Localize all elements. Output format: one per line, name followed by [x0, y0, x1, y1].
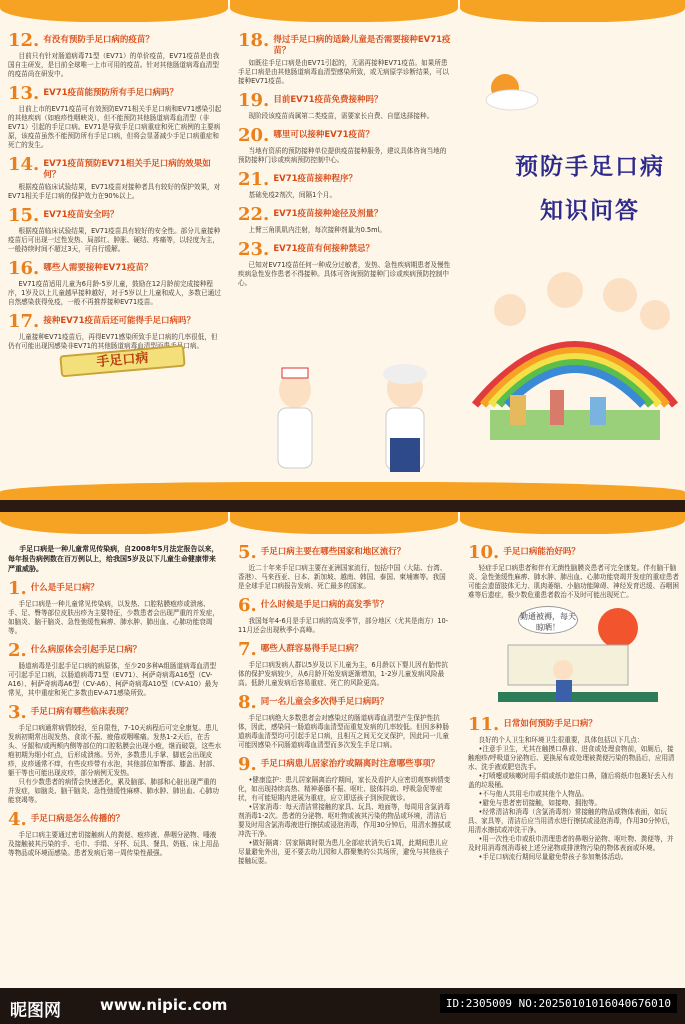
question-heading: [468, 544, 679, 562]
question-text: 哪些人需要接种EV71疫苗？: [43, 263, 153, 273]
answer-paragraph: 手足口病通常病情较轻，至自限性，7-10天病程后可完全康复。患儿发病初期常出现发热、食欲不振、疲倦或咽喉痛。发热1-2天后，在舌头、牙龈和/或两颊内侧等部位的口腔粘膜会出现小疱，继而破裂，这些水疱初期为细小红点，后形成溃疡。另外，多数患儿手掌、脚底会出现皮疹，皮疹通常不痒，有些皮疹带有水泡，其他部位如臀部、膝盖、肘部、躯干等也可能出现皮疹，部分病例无发热。: [8, 724, 222, 777]
question-heading: [238, 206, 452, 224]
question-heading: [8, 32, 222, 50]
question-number: 4.: [8, 809, 27, 830]
answer-paragraph: 根据疫苗临床试验结果，EV71疫苗对接种者具有较好的保护效果，对EV71相关手足口病的保护效力在90%以上。: [8, 183, 221, 200]
question-text: EV71疫苗有何接种禁忌？: [273, 244, 375, 254]
sun-icon: [470, 60, 540, 115]
question-heading: [238, 92, 452, 110]
question-number: 1.: [8, 578, 27, 599]
question-number: 14.: [8, 154, 40, 175]
question-heading: [8, 704, 222, 722]
question-heading: [238, 694, 452, 712]
cover-title-line1: 预防手足口病: [515, 153, 665, 180]
panel-qa-10-11: [460, 512, 685, 988]
answer-paragraph: 我国每年4-6月是手足口病的高发季节，部分地区（尤其是南方）10-11月还会出现秋季小高峰。: [238, 617, 449, 634]
question-text: 手足口病能治好吗？: [503, 547, 580, 557]
question-number: 22.: [238, 204, 270, 225]
question-text: 有没有预防手足口病的疫苗？: [43, 35, 154, 45]
question-number: 12.: [8, 30, 40, 51]
question-number: 15.: [8, 205, 40, 226]
answer-paragraph: 手足口病发病人群以5岁及以下儿童为主，6月龄以下婴儿因有胎传抗体的保护发病较少，从6月龄开始发病逐渐增加，1-2岁儿童发病风险最高。低龄儿童发病后容易重症、死亡的风险更高。: [238, 661, 449, 687]
answer-paragraph: 根据疫苗临床试验结果，EV71疫苗具有较好的安全性。部分儿童接种疫苗后可出现一过性发热、局部红、肿胀、硬结、疼痛等，以轻度为主，一般持续时间不超过3天，可自行缓解。: [8, 227, 221, 253]
question-heading: [8, 207, 222, 225]
question-heading: [8, 85, 222, 103]
question-text: EV71疫苗预防EV71相关手足口病的效果如何？: [43, 159, 211, 180]
answer-paragraph: •经常清洁和消毒（含氯消毒剂）常接触的物品或物体表面，如玩具、家具等，清洁后应当用清水进行擦拭或浸泡消毒，作用30分钟后，用清水擦拭或冲洗干净。: [468, 808, 675, 834]
answer-paragraph: 手足口病绝大多数患者会对感染过的肠道病毒血清型产生保护性抗体，因此，感染同一肠道病毒血清型而重复发病的几率较低。但因多种肠道病毒血清型均可引起手足口病，且相互之间无交叉保护，因此同一儿童可能因感染不同肠道病毒血清型而多次发生手足口病。: [238, 714, 449, 749]
answer-paragraph: •注意手卫生，尤其在触摸口鼻前、进食或处理食物前，如厕后，接触疱疹/呼吸道分泌物后、更换尿布或处理被粪便污染的物品后，应用清水、洗手液或肥皂洗手。: [468, 745, 675, 771]
watermark-brand: 昵图网: [10, 1001, 61, 1021]
question-number: 10.: [468, 542, 500, 563]
question-text: EV71疫苗接种途径及剂量？: [273, 209, 383, 219]
question-heading: [238, 127, 452, 145]
panel-qa-12-17: [0, 0, 228, 500]
question-number: 11.: [468, 714, 500, 735]
question-heading: [238, 756, 452, 774]
question-text: 得过手足口病的适龄儿童是否需要接种EV71疫苗？: [273, 35, 451, 56]
disease-name-sign: 手足口病: [59, 345, 185, 378]
question-number: 19.: [238, 90, 270, 111]
question-text: 哪里可以接种EV71疫苗？: [273, 130, 375, 140]
answer-paragraph: •打喷嚏或咳嗽时用手绢或纸巾遮住口鼻，随后将纸巾包裹好丢入有盖的垃圾桶。: [468, 772, 674, 789]
answer-paragraph: 手足口病主要通过密切接触病人的粪便、疱疹液、鼻咽分泌物、唾液及接触被其污染的手、毛巾、手绢、牙杯、玩具、餐具、奶瓶、床上用品等物品或环境而感染。患者发病后第一周传染性最强。: [8, 831, 219, 857]
answer-paragraph: 手足口病是一种儿童常见传染病，以发热、口腔粘膜疱疹或溃疡、手、足、臀等部位皮肤出疹为主要特征，少数患者会出现严重的并发症，如脑炎、脑干脑炎、急性弛缓性麻痹、肺水肿、肺出血、心肺功能衰竭等。: [8, 600, 219, 635]
answer-paragraph: 上臂三角肌肌内注射，每次接种剂量为0.5ml。: [248, 226, 386, 234]
question-number: 6.: [238, 595, 257, 616]
answer-paragraph: 目前只有针对肠道病毒71型（EV71）的单价疫苗，EV71疫苗是由我国自主研发，是目前全球唯一上市可用的疫苗。针对其他肠道病毒血清型的疫苗尚在研发中。: [8, 52, 220, 78]
doctors-illustration: [250, 360, 450, 485]
answer-paragraph: 儿童接种EV71疫苗后，再得EV71感染所致手足口病的几率很低，但仍有可能出现因感染非EV71的其他肠道病毒血清型而患手足口病。: [8, 333, 218, 350]
question-text: EV71疫苗接种程序？: [273, 174, 358, 184]
question-text: 哪些人群容易得手足口病？: [260, 644, 363, 654]
answer-paragraph: 良好的个人卫生和环境卫生很重要，具体包括以下几点：: [478, 736, 644, 744]
answer-paragraph: 已知对EV71疫苗任何一种成分过敏者，发热、急性疾病期患者及慢性疾病急性发作患者不得接种。具体可咨询预防接种门诊或疾病预防控制中心。: [238, 261, 451, 287]
question-heading: [8, 156, 222, 181]
question-text: EV71疫苗能预防所有手足口病吗？: [43, 88, 179, 98]
answer-paragraph: 肠道病毒是引起手足口病的病原体，至少20多种A组肠道病毒血清型可引起手足口病，以肠道病毒71型（EV71）、柯萨奇病毒A16型（CV-A16）、柯萨奇病毒A6型（CV-A6）、柯萨奇病毒A10型（CV-A10）最为常见，其中重症和死亡多数由EV-A71感染所致。: [8, 662, 218, 697]
question-heading: [238, 544, 452, 562]
brochure-outer-side: [0, 0, 685, 500]
question-text: 日常如何预防手足口病？: [503, 719, 597, 729]
question-text: 接种EV71疫苗后还可能得手足口病吗？: [43, 316, 196, 326]
question-number: 16.: [8, 258, 40, 279]
answer-paragraph: •居家消毒：每天清洁常接触的家具、玩具、地面等，每周用含氯消毒剂消毒1-2次。患者的分泌物、呕吐物或被其污染的物品或环境，清洁后要及时用含氯消毒液进行擦拭或浸泡消毒，作用30分钟后，用清水擦拭或冲洗干净。: [238, 803, 451, 838]
question-number: 2.: [8, 640, 27, 661]
question-number: 3.: [8, 702, 27, 723]
watermark-id: ID:2305009 NO:20250101016040676010: [440, 994, 677, 1013]
question-number: 5.: [238, 542, 257, 563]
panel-qa-5-9: [230, 512, 458, 988]
answer-paragraph: 近二十年来手足口病主要在亚洲国家流行，包括中国（大陆、台湾、香港）、马来西亚、日本、新加坡、越南、韩国、泰国、柬埔寨等。我国是全球手足口病报告发病、死亡最多的国家。: [238, 564, 447, 590]
brochure-inner-side: [0, 512, 685, 988]
question-number: 7.: [238, 639, 257, 660]
question-number: 8.: [238, 692, 257, 713]
answer-paragraph: •做好隔离：居家隔离时限为患儿全部症状消失后1周，此期间患儿应尽量避免外出，更不要去幼儿园和人群聚集的公共场所，避免与其他孩子接触玩耍。: [238, 839, 449, 865]
question-heading: [238, 32, 452, 57]
question-number: 20.: [238, 125, 270, 146]
question-number: 9.: [238, 754, 257, 775]
question-heading: [8, 580, 222, 598]
answer-paragraph: 现阶段该疫苗尚属第二类疫苗，需要家长自费、自愿选择接种。: [248, 112, 434, 120]
question-text: EV71疫苗安全吗？: [43, 210, 119, 220]
answer-paragraph: •手足口病流行期间尽量避免带孩子参加集体活动。: [478, 853, 628, 861]
answer-paragraph: 当地有资质的预防接种单位提供疫苗接种服务，建议具体咨询当地的预防接种门诊或疾病预防控制中心。: [238, 147, 447, 164]
question-heading: [8, 811, 222, 829]
question-heading: [8, 260, 222, 278]
panel-qa-1-4: [0, 512, 228, 988]
question-text: 手足口病有哪些临床表现？: [30, 707, 133, 717]
question-number: 13.: [8, 83, 40, 104]
answer-paragraph: 目前上市的EV71疫苗可有效预防EV71相关手足口病和EV71感染引起的其他疾病（如疱疹性咽峡炎），但不能预防其他肠道病毒血清型（非EV71）引起的手足口病。EV71是导致手足口病重症和死亡病例的主要病原，该疫苗虽然不能预防所有手足口病，但将会显著减少手足口病重症和死亡的发生。: [8, 105, 222, 149]
question-text: 什么是手足口病？: [30, 583, 99, 593]
bedding-illustration: [468, 600, 679, 710]
question-text: 什么时候是手足口病的高发季节？: [260, 600, 389, 610]
answer-paragraph: •避免与患者密切接触，如接吻、拥抱等。: [478, 799, 602, 807]
answer-paragraph: EV71疫苗适用儿童为6月龄-5岁儿童，鼓励在12月龄前完成接种程序，1岁及以上儿童越早接种越好，对于5岁以上儿童和成人，多数已通过自然感染获得免疫，一般不再推荐接种EV71疫苗。: [8, 280, 221, 306]
question-heading: [238, 597, 452, 615]
cover-title-line2: 知识问答: [540, 197, 640, 224]
answer-paragraph: 基础免疫2剂次，间隔1个月。: [248, 191, 337, 199]
answer-paragraph: •不与他人共用毛巾或其他个人物品。: [478, 790, 588, 798]
question-text: 手足口病主要在哪些国家和地区流行？: [260, 547, 406, 557]
intro-paragraph: 手足口病是一种儿童常见传染病，自2008年5月法定报告以来，每年报告病例数在百万例以上，给我国5岁及以下儿童生命健康带来严重威胁。: [8, 545, 219, 573]
question-number: 23.: [238, 239, 270, 260]
question-heading: [238, 641, 452, 659]
children-rainbow-illustration: [470, 255, 680, 445]
answer-paragraph: 只有少数患者的病情会快速恶化，累及脑部、肺部和心脏出现严重的并发症，如脑炎、脑干脑炎、急性弛缓性麻痹、肺水肿、肺出血、心肺功能衰竭等。: [8, 778, 219, 804]
question-heading: [8, 642, 222, 660]
answer-paragraph: 如既往手足口病是由EV71引起的，无需再接种EV71疫苗。如果所患手足口病是由其他肠道病毒血清型感染所致，或无病原学诊断结果，可以接种EV71疫苗。: [238, 59, 449, 85]
watermark-url: www.nipic.com: [100, 996, 228, 1014]
question-number: 21.: [238, 169, 270, 190]
question-number: 17.: [8, 311, 40, 332]
speech-bubble: 勤通被褥，每天晾晒！: [518, 606, 578, 634]
question-heading: [8, 313, 222, 331]
question-text: 手足口病是怎么传播的？: [30, 814, 125, 824]
question-number: 18.: [238, 30, 270, 51]
question-text: 手足口病患儿居家治疗或隔离时注意哪些事项？: [260, 759, 440, 769]
question-text: 什么病原体会引起手足口病？: [30, 645, 142, 655]
question-heading: [238, 171, 452, 189]
question-heading: [468, 716, 679, 734]
answer-paragraph: •用一次性毛巾或纸巾清理患者的鼻咽分泌物、呕吐物、粪便等，并及时用消毒剂消毒被上述分泌物或排泄物污染的物体表面或环境。: [468, 835, 674, 852]
top-band: [460, 0, 685, 22]
answer-paragraph: 轻症手足口病患者和伴有无菌性脑膜炎患者可完全康复。伴有脑干脑炎、急性弛缓性麻痹、肺水肿、肺出血、心肺功能衰竭并发症的重症患者可能会遗留肢体无力、肌肉萎缩、小脑功能障碍、神经发育迟缓、吞咽困难等后遗症，极少数危重患者救治不及时可能出现死亡。: [468, 564, 679, 599]
question-text: 同一名儿童会多次得手足口病吗？: [260, 697, 389, 707]
answer-paragraph: •健康监护：患儿居家隔离治疗期间，家长及看护人应密切观察病情变化，如出现持续高热、精神萎靡不振、呕吐、肢体抖动、呼吸急促等症状，有可能短期内进展为重症，应立即送孩子到医院就诊。: [238, 776, 451, 802]
question-heading: [238, 241, 452, 259]
question-text: 目前EV71疫苗免费接种吗？: [273, 95, 383, 105]
